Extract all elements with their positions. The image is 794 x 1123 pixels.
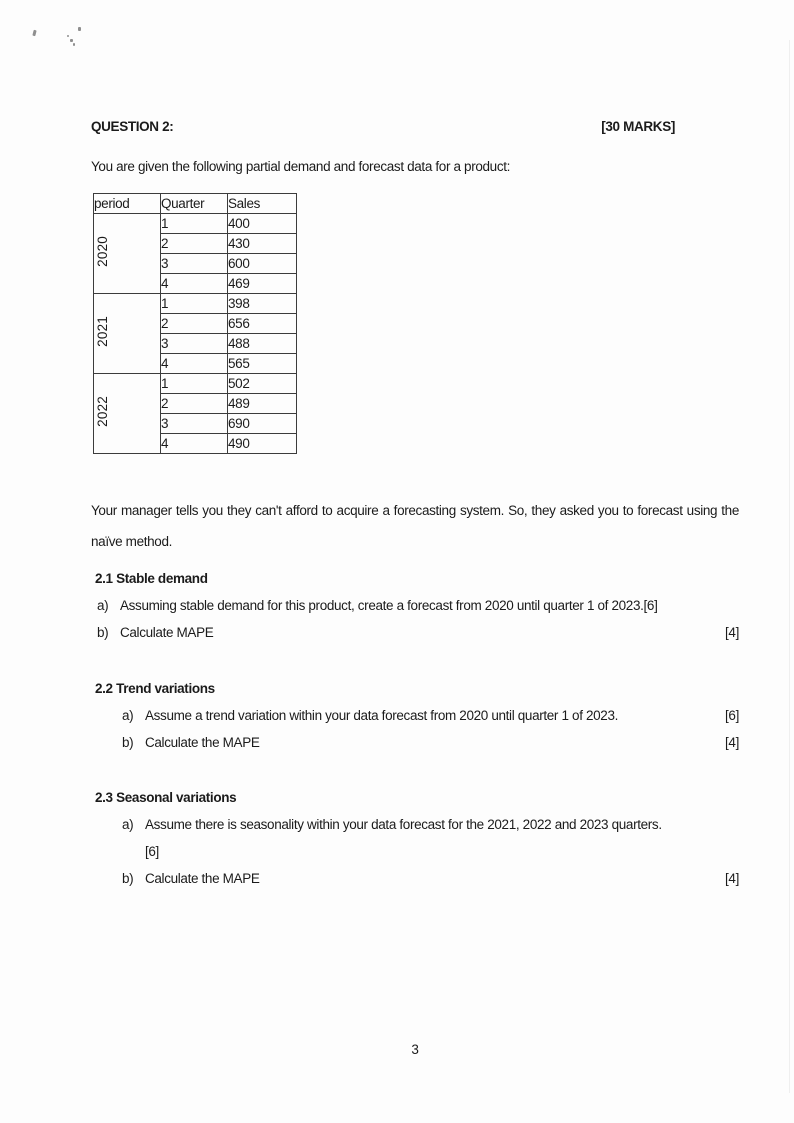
item-marker: a) xyxy=(97,598,109,613)
question-item-2-3-a xyxy=(91,817,739,859)
demand-data-table xyxy=(93,193,297,454)
sales-cell: 490 xyxy=(228,434,297,454)
year-cell-2020 xyxy=(94,214,161,294)
sales-cell: 488 xyxy=(228,334,297,354)
question-header xyxy=(91,119,739,134)
scan-speck xyxy=(70,39,73,42)
item-marks: [4] xyxy=(725,871,739,886)
section-heading-2-1: 2.1 Stable demand xyxy=(95,571,208,586)
quarter-cell: 3 xyxy=(161,414,228,434)
table-row xyxy=(94,294,297,314)
table-row xyxy=(94,374,297,394)
question-item-2-1-a xyxy=(91,598,739,613)
column-header-quarter: Quarter xyxy=(161,194,228,214)
item-marker: a) xyxy=(122,708,134,723)
scan-edge-line xyxy=(789,40,791,1093)
question-item-2-2-b xyxy=(91,735,739,750)
item-text-wrap xyxy=(145,817,739,859)
item-text: Calculate MAPE xyxy=(120,625,214,640)
sales-cell: 430 xyxy=(228,234,297,254)
scenario-paragraph: Your manager tells you they can't afford to acquire a forecasting system. So, they asked you to forecast using the naïve method. xyxy=(91,503,739,549)
quarter-cell: 4 xyxy=(161,354,228,374)
year-label: 2021 xyxy=(95,315,110,347)
page-number: 3 xyxy=(411,1042,419,1057)
item-marks: [6] xyxy=(725,708,739,723)
column-header-period: period xyxy=(94,194,161,214)
scan-speck xyxy=(32,30,36,37)
sales-cell: 690 xyxy=(228,414,297,434)
quarter-cell: 2 xyxy=(161,394,228,414)
page-content xyxy=(91,119,739,886)
scan-speck xyxy=(78,27,81,31)
table-header-row xyxy=(94,194,297,214)
year-cell-2021 xyxy=(94,294,161,374)
table-row xyxy=(94,214,297,234)
intro-text: You are given the following partial demand and forecast data for a product: xyxy=(91,159,511,174)
year-cell-2022 xyxy=(94,374,161,454)
item-marks: [4] xyxy=(725,735,739,750)
sales-cell: 489 xyxy=(228,394,297,414)
quarter-cell: 4 xyxy=(161,434,228,454)
section-heading-2-2: 2.2 Trend variations xyxy=(95,681,215,696)
quarter-cell: 1 xyxy=(161,374,228,394)
sales-cell: 502 xyxy=(228,374,297,394)
question-title: QUESTION 2: xyxy=(91,119,174,134)
section-heading-2-3: 2.3 Seasonal variations xyxy=(95,790,237,805)
item-marks: [6] xyxy=(643,598,658,613)
item-marks-below: [6] xyxy=(145,844,159,859)
column-header-sales: Sales xyxy=(228,194,297,214)
quarter-cell: 2 xyxy=(161,314,228,334)
sales-cell: 600 xyxy=(228,254,297,274)
scan-speck xyxy=(67,35,69,37)
sales-cell: 469 xyxy=(228,274,297,294)
quarter-cell: 3 xyxy=(161,254,228,274)
quarter-cell: 4 xyxy=(161,274,228,294)
year-label: 2022 xyxy=(95,395,110,427)
sales-cell: 400 xyxy=(228,214,297,234)
quarter-cell: 2 xyxy=(161,234,228,254)
scan-speck xyxy=(73,43,75,46)
item-marker: b) xyxy=(122,735,134,750)
quarter-cell: 1 xyxy=(161,294,228,314)
item-marks: [4] xyxy=(725,625,739,640)
question-item-2-2-a xyxy=(91,708,739,723)
item-marker: a) xyxy=(122,817,134,832)
item-text: Calculate the MAPE xyxy=(145,871,260,886)
question-total-marks: [30 MARKS] xyxy=(601,119,675,134)
item-text: Assume a trend variation within your data forecast from 2020 until quarter 1 of 2023. xyxy=(145,708,619,723)
quarter-cell: 3 xyxy=(161,334,228,354)
sales-cell: 398 xyxy=(228,294,297,314)
question-item-2-3-b xyxy=(91,871,739,886)
item-text: Assume there is seasonality within your data forecast for the 2021, 2022 and 2023 quarters. xyxy=(145,817,662,832)
question-item-2-1-b xyxy=(91,625,739,640)
sales-cell: 656 xyxy=(228,314,297,334)
year-label: 2020 xyxy=(95,235,110,267)
item-marker: b) xyxy=(122,871,134,886)
item-text: Assuming stable demand for this product, create a forecast from 2020 until quarter 1 of 2023. xyxy=(120,598,644,613)
sales-cell: 565 xyxy=(228,354,297,374)
item-text: Calculate the MAPE xyxy=(145,735,260,750)
quarter-cell: 1 xyxy=(161,214,228,234)
item-marker: b) xyxy=(97,625,109,640)
